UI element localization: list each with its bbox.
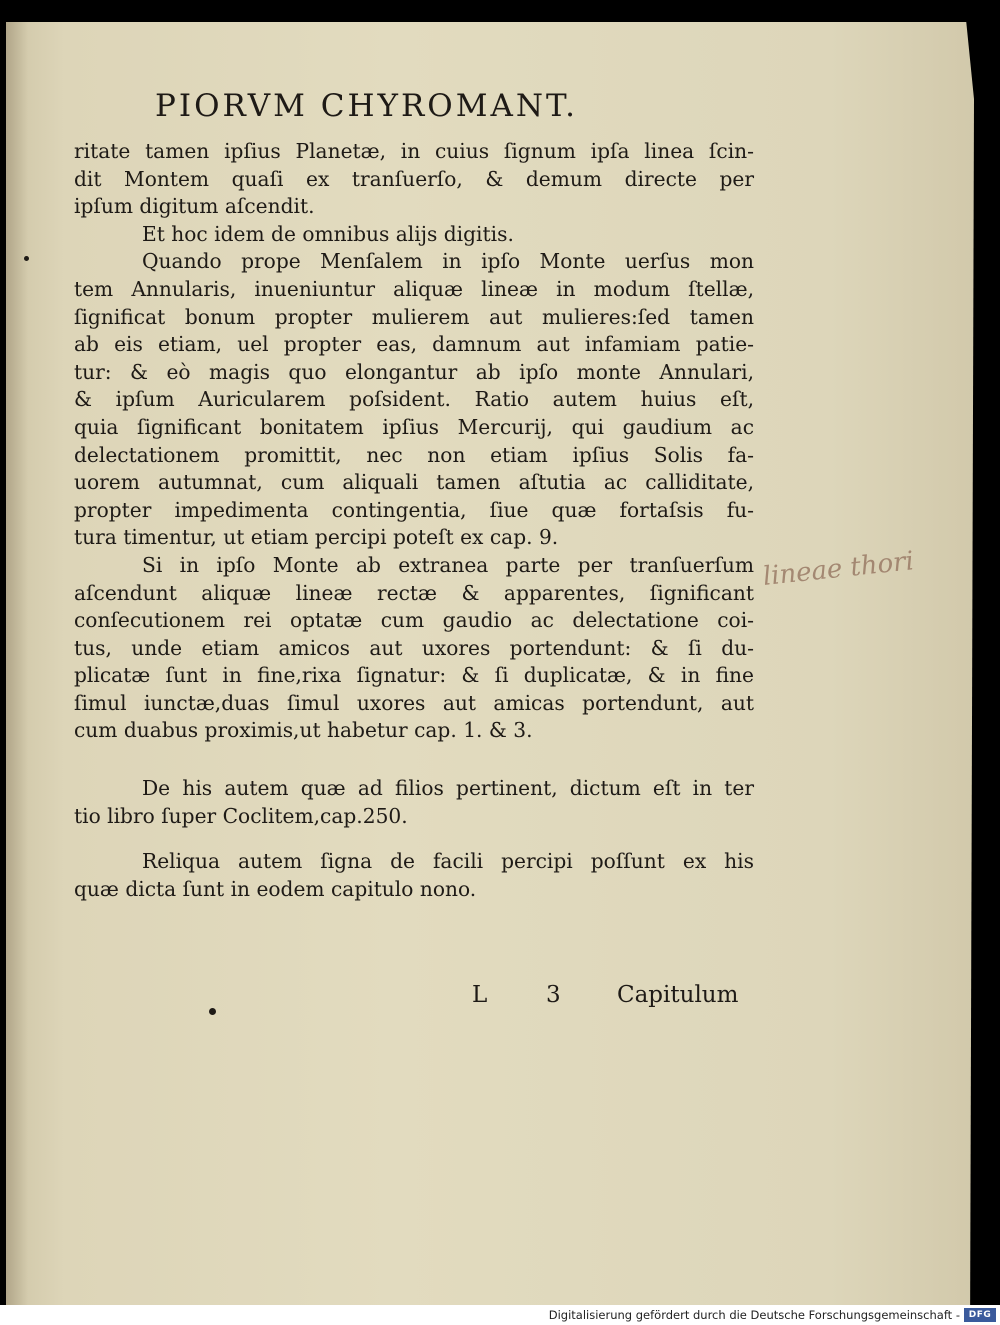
handwritten-margin-note: lineae thori: [761, 546, 916, 592]
paragraph-gap: [74, 745, 754, 775]
text-line: tem Annularis, inueniuntur aliquæ lineæ in modum ſtellæ,: [74, 276, 754, 301]
dfg-logo-icon: DFG: [964, 1308, 996, 1322]
text-line: & ipſum Auricularem poſsident. Ratio autem huius eſt,: [74, 387, 754, 412]
ink-dot: [24, 256, 29, 261]
text-line: quia ſignificant bonitatem ipſius Mercurij, qui gaudium ac: [74, 414, 754, 439]
text-line: Si in ipſo Monte ab extranea parte per tranſuerſum: [142, 552, 754, 577]
signature-number: 3: [546, 982, 561, 1008]
text-line: tus, unde etiam amicos aut uxores portendunt: & ſi du-: [74, 635, 754, 660]
text-line: uorem autumnat, cum aliquali tamen aſtutia ac calliditate,: [74, 470, 754, 495]
footer-bar: [0, 1305, 1000, 1325]
text-line: De his autem quæ ad filios pertinent, dictum eſt in ter: [142, 776, 754, 801]
text-line: Quando prope Menſalem in ipſo Monte uerſus mon: [142, 249, 754, 274]
text-line: quæ dicta ſunt in eodem capitulo nono.: [74, 876, 477, 901]
signature-letter: L: [472, 982, 488, 1008]
text-line: dit Montem quaſi ex tranſuerſo, & demum directe per: [74, 166, 754, 191]
funding-credit: Digitalisierung gefördert durch die Deutsche Forschungsgemeinschaft -: [548, 1308, 960, 1322]
text-line: plicatæ ſunt in fine,rixa ſignatur: & ſi duplicatæ, & in fine: [74, 663, 754, 688]
running-title: PIORVM CHYROMANT.: [155, 88, 578, 124]
text-line: Reliqua autem ſigna de facili percipi poſſunt ex his: [142, 849, 754, 874]
text-line: ritate tamen ipſius Planetæ, in cuius ſignum ipſa linea ſcin-: [74, 139, 754, 163]
ink-dot: [209, 1008, 216, 1015]
text-line: conſecutionem rei optatæ cum gaudio ac delectatione coi-: [74, 608, 754, 633]
text-line: tura timentur, ut etiam percipi poteſt ex cap. 9.: [74, 525, 559, 550]
text-line: ipſum digitum aſcendit.: [74, 194, 315, 219]
text-line: propter impedimenta contingentia, ſiue quæ fortaſsis fu-: [74, 497, 754, 522]
body-text: [74, 138, 754, 903]
text-line: ſimul iunctæ,duas ſimul uxores aut amicas portendunt, aut: [74, 690, 754, 715]
text-line: delectationem promittit, nec non etiam ipſius Solis fa-: [74, 442, 754, 467]
text-line: cum duabus proximis,ut habetur cap. 1. & 3.: [74, 718, 533, 743]
text-line: ſignificat bonum propter mulierem aut mulieres:ſed tamen: [74, 304, 754, 329]
catchword: Capitulum: [617, 982, 739, 1008]
text-line: tur: & eò magis quo elongantur ab ipſo monte Annulari,: [74, 359, 754, 384]
text-line: aſcendunt aliquæ lineæ rectæ & apparentes, ſignificant: [74, 580, 754, 605]
paragraph-gap: [74, 830, 754, 848]
text-line: ab eis etiam, uel propter eas, damnum aut infamiam patie-: [74, 332, 754, 357]
text-line: tio libro ſuper Coclitem,cap.250.: [74, 803, 408, 828]
page-binding-shadow: [6, 22, 28, 1305]
signature-line: [0, 982, 1000, 1012]
text-line: Et hoc idem de omnibus alijs digitis.: [142, 221, 514, 246]
